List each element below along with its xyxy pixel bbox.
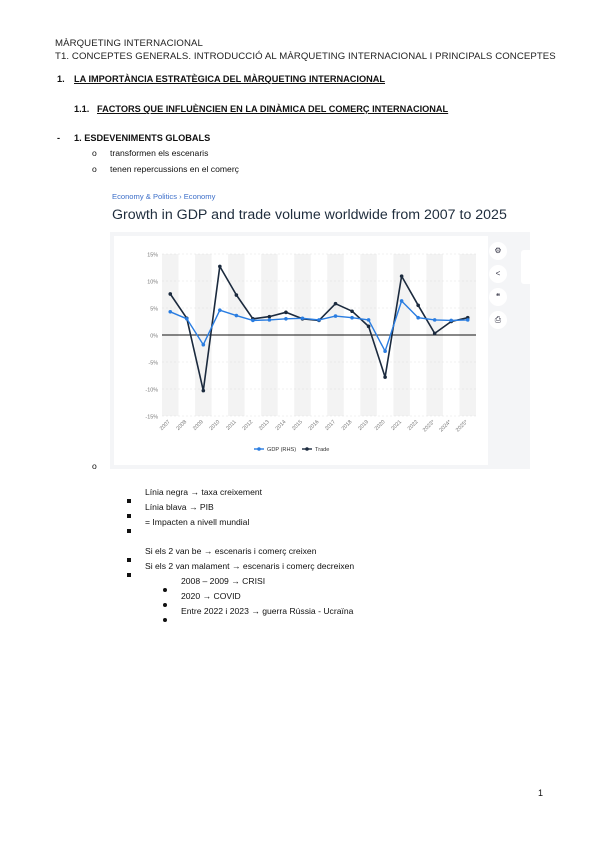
x-tick-label: 2022	[406, 419, 420, 432]
legend-label: GDP (RHS)	[267, 447, 297, 453]
x-tick-label: 2020	[373, 419, 387, 432]
data-point	[317, 318, 321, 322]
dot-bullet	[163, 609, 167, 627]
data-point	[433, 332, 437, 336]
x-tick-label: 2010	[208, 419, 222, 432]
y-tick-label: 5%	[150, 306, 158, 313]
x-tick-label: 2015	[291, 419, 304, 432]
scenario-bad: Si els 2 van malament → escenaris i comerç decreixen	[145, 561, 355, 571]
x-tick-label: 2007	[158, 419, 172, 432]
item-1-title: 1. ESDEVENIMENTS GLOBALS	[74, 133, 211, 143]
square-bullet	[127, 520, 131, 538]
section-1-1-number: 1.1.	[74, 104, 90, 114]
data-point	[416, 316, 420, 320]
data-point	[383, 349, 387, 353]
sub-bullet: o	[92, 148, 97, 158]
data-point	[400, 274, 404, 278]
statista-figure	[110, 192, 530, 469]
x-tick-label: 2008	[175, 419, 189, 432]
x-tick-label: 2021	[390, 419, 404, 432]
x-tick-label: 2018	[340, 419, 354, 432]
data-point	[202, 343, 206, 347]
x-tick-label: 2014	[274, 419, 288, 432]
x-tick-label: 2024*	[438, 419, 453, 434]
gdp-trade-line-chart	[114, 236, 488, 465]
data-point	[235, 314, 239, 318]
data-point	[350, 309, 354, 313]
data-point	[367, 318, 371, 322]
chart-card	[110, 232, 530, 469]
side-tab[interactable]	[521, 250, 530, 284]
note-impact: = Impacten a nivell mundial	[145, 517, 250, 527]
crisis-2008: 2008 – 2009 → CRISI	[181, 576, 266, 586]
y-tick-label: -10%	[145, 387, 158, 394]
doc-topic: T1. CONCEPTES GENERALS. INTRODUCCIÓ AL MÀRQUETING INTERNACIONAL I PRINCIPALS CONCEPTES	[55, 51, 556, 62]
y-tick-label: 0%	[150, 333, 158, 340]
section-1-title: LA IMPORTÀNCIA ESTRATÈGICA DEL MÀRQUETING INTERNACIONAL	[74, 74, 386, 84]
data-point	[466, 318, 470, 322]
x-tick-label: 2013	[258, 419, 271, 432]
note-black-line: Línia negra → taxa creixement	[145, 487, 263, 497]
data-point	[268, 318, 272, 322]
after-chart-bullet: o	[92, 461, 97, 471]
figure-category[interactable]: Economy & Politics › Economy	[112, 192, 216, 201]
data-point	[202, 389, 206, 393]
data-point	[218, 308, 222, 312]
x-tick-label: 2009	[192, 419, 205, 432]
data-point	[268, 315, 272, 319]
x-tick-label: 2012	[241, 419, 255, 432]
square-bullet	[127, 564, 131, 582]
item-dash: -	[57, 133, 61, 143]
legend-marker	[305, 447, 309, 451]
chart-panel	[114, 236, 488, 465]
data-point	[400, 299, 404, 303]
data-point	[449, 319, 453, 323]
y-tick-label: -5%	[148, 360, 158, 367]
data-point	[383, 375, 387, 379]
sub-item-2: tenen repercussions en el comerç	[110, 164, 239, 174]
sub-bullet: o	[92, 164, 97, 174]
legend-label: Trade	[315, 447, 330, 453]
data-point	[367, 325, 371, 329]
data-point	[185, 317, 189, 321]
x-tick-label: 2025*	[454, 419, 470, 434]
data-point	[301, 316, 305, 320]
data-point	[218, 265, 222, 269]
y-tick-label: 15%	[147, 252, 158, 259]
doc-subject: MÀRQUETING INTERNACIONAL	[55, 38, 203, 49]
legend-marker	[257, 447, 261, 451]
y-tick-label: -15%	[145, 414, 158, 421]
x-tick-label: 2017	[324, 419, 337, 432]
data-point	[168, 310, 172, 314]
data-point	[334, 314, 338, 318]
x-tick-label: 2023*	[421, 419, 437, 434]
scenario-good: Si els 2 van be → escenaris i comerç creixen	[145, 546, 317, 556]
figure-title: Growth in GDP and trade volume worldwide from 2007 to 2025	[112, 207, 507, 223]
crisis-covid: 2020 → COVID	[181, 591, 241, 601]
data-point	[350, 316, 354, 320]
x-tick-label: 2016	[307, 419, 321, 432]
data-point	[416, 304, 420, 308]
data-point	[168, 292, 172, 296]
x-tick-label: 2011	[225, 419, 238, 432]
data-point	[235, 293, 239, 297]
data-point	[334, 302, 338, 306]
data-point	[251, 319, 255, 323]
section-1-number: 1.	[57, 74, 65, 84]
cite-icon[interactable]: ❝	[489, 288, 507, 306]
print-icon[interactable]: ⎙	[489, 311, 507, 329]
data-point	[433, 318, 437, 322]
share-icon[interactable]: <	[489, 265, 507, 283]
data-point	[284, 311, 288, 315]
settings-icon[interactable]: ⚙	[489, 242, 507, 260]
series-line-trade	[170, 266, 467, 390]
data-point	[284, 317, 288, 321]
y-tick-label: 10%	[147, 279, 158, 286]
sub-item-1: transformen els escenaris	[110, 148, 209, 158]
page-number: 1	[538, 788, 544, 798]
x-tick-label: 2019	[357, 419, 370, 432]
crisis-war: Entre 2022 i 2023 → guerra Rússia - Ucraïna	[181, 606, 354, 616]
section-1-1-title: FACTORS QUE INFLUÈNCIEN EN LA DINÀMICA DEL COMERÇ INTERNACIONAL	[97, 104, 449, 114]
note-blue-line: Línia blava → PIB	[145, 502, 214, 512]
